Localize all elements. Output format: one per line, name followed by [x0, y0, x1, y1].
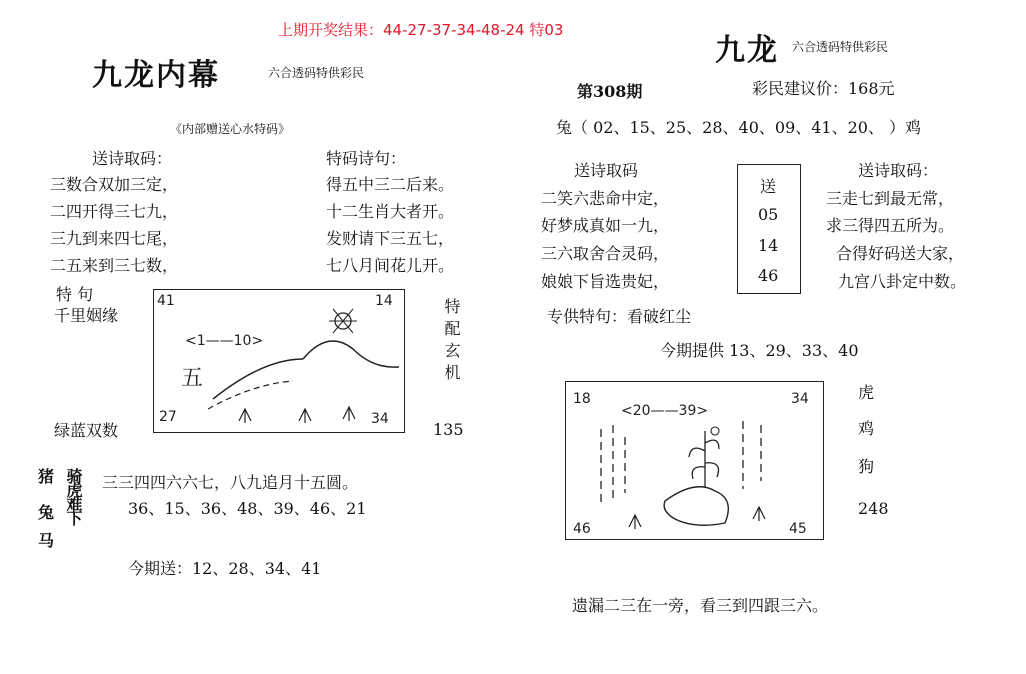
- zodiac-pig: 猪: [38, 467, 55, 486]
- left-sketch-char: 五: [181, 366, 204, 391]
- riddle-numbers: 36、15、36、48、39、46、21: [128, 499, 367, 518]
- left-special-phrase: 千里姻缘: [54, 306, 119, 325]
- left-poem-line-3: 三九到来四七尾，: [50, 229, 179, 248]
- issue-number: 第308期: [577, 82, 643, 101]
- left-sketch-label-tr: 14: [375, 293, 393, 309]
- right-poem-left-4: 娘娘下旨选贵妃，: [541, 272, 670, 291]
- left-poem-line-4: 二五来到三七数，: [50, 256, 179, 275]
- riddle-title: 骑虎难下: [64, 468, 83, 524]
- left-sketch-label-tl: 41: [157, 293, 175, 309]
- right-title: 九龙: [715, 33, 779, 68]
- left-sketch-drawing: [153, 289, 405, 433]
- right-side-number: 248: [858, 499, 889, 518]
- left-special-line-2: 十二生肖大者开。: [326, 202, 455, 221]
- left-side-number: 135: [433, 420, 464, 439]
- right-poem-label-right: 送诗取码：: [858, 161, 939, 180]
- right-poem-right-4: 九宫八卦定中数。: [838, 272, 967, 291]
- right-poem-left-3: 三六取舍合灵码，: [541, 244, 670, 263]
- left-side-vertical-text: 特配玄机: [442, 298, 461, 386]
- right-side-zodiac-rooster: 鸡: [858, 419, 875, 438]
- left-poem-line-1: 三数合双加三定，: [50, 175, 179, 194]
- right-sketch-label-br: 45: [789, 521, 807, 537]
- left-special-poem-label: 特码诗句：: [326, 149, 407, 168]
- suggested-price: 彩民建议价：168元: [752, 79, 895, 98]
- left-sketch-range: <1——10>: [185, 333, 264, 349]
- right-poem-right-3: 合得好码送大家，: [836, 244, 965, 263]
- left-subtitle: 六合透码特供彩民: [268, 66, 365, 80]
- left-poem-line-2: 二四开得三七九，: [50, 202, 179, 221]
- zodiac-rabbit: 兔: [38, 503, 55, 522]
- right-side-zodiac-tiger: 虎: [858, 383, 875, 402]
- left-special-line-1: 得五中三二后来。: [326, 175, 455, 194]
- left-sketch-label-br: 34: [371, 411, 389, 427]
- left-title: 九龙内幕: [92, 58, 220, 93]
- right-poem-label-left: 送诗取码: [574, 161, 639, 180]
- right-today-offer: 今期提供 13、29、33、40: [660, 341, 859, 360]
- right-subtitle: 六合透码特供彩民: [792, 40, 889, 54]
- right-poem-left-2: 好梦成真如一九，: [541, 216, 670, 235]
- left-special-label: 特 句: [56, 285, 94, 304]
- left-section-heading: 《内部赠送心水特码》: [170, 122, 291, 136]
- right-poem-right-1: 三走七到最无常，: [826, 189, 955, 208]
- right-poem-right-2: 求三得四五所为。: [826, 216, 955, 235]
- right-sketch-label-tr: 34: [791, 391, 809, 407]
- riddle-line: 三三四四六六七，八九追月十五圆。: [102, 473, 359, 492]
- left-today-send: 今期送：12、28、34、41: [128, 559, 322, 578]
- right-special-phrase: 专供特句：看破红尘: [547, 307, 692, 326]
- left-bottom-phrase: 绿蓝双数: [54, 421, 119, 440]
- gift-box-number-1: 05: [758, 205, 779, 224]
- right-side-zodiac-dog: 狗: [858, 457, 875, 476]
- left-poem-label: 送诗取码：: [92, 149, 173, 168]
- gift-box-number-3: 46: [758, 266, 779, 285]
- left-sketch-label-bl: 27: [159, 409, 177, 425]
- right-sketch-label-tl: 18: [573, 391, 591, 407]
- right-sketch-drawing: [565, 381, 824, 540]
- left-special-line-4: 七八月间花儿开。: [326, 256, 455, 275]
- right-sketch-range: <20——39>: [621, 403, 709, 419]
- right-bottom-line: 遗漏二三在一旁，看三到四跟三六。: [572, 596, 829, 615]
- right-poem-left-1: 二笑六悲命中定，: [541, 189, 670, 208]
- left-special-line-3: 发财请下三五七，: [326, 229, 455, 248]
- gift-box-label: 送: [760, 177, 777, 196]
- gift-box-number-2: 14: [758, 236, 779, 255]
- right-zodiac-line: 兔（ 02、15、25、28、40、09、41、20、 ）鸡: [556, 118, 922, 137]
- right-sketch-label-bl: 46: [573, 521, 591, 537]
- previous-result-banner: 上期开奖结果：44-27-37-34-48-24 特03: [278, 21, 564, 39]
- zodiac-horse: 马: [38, 531, 55, 550]
